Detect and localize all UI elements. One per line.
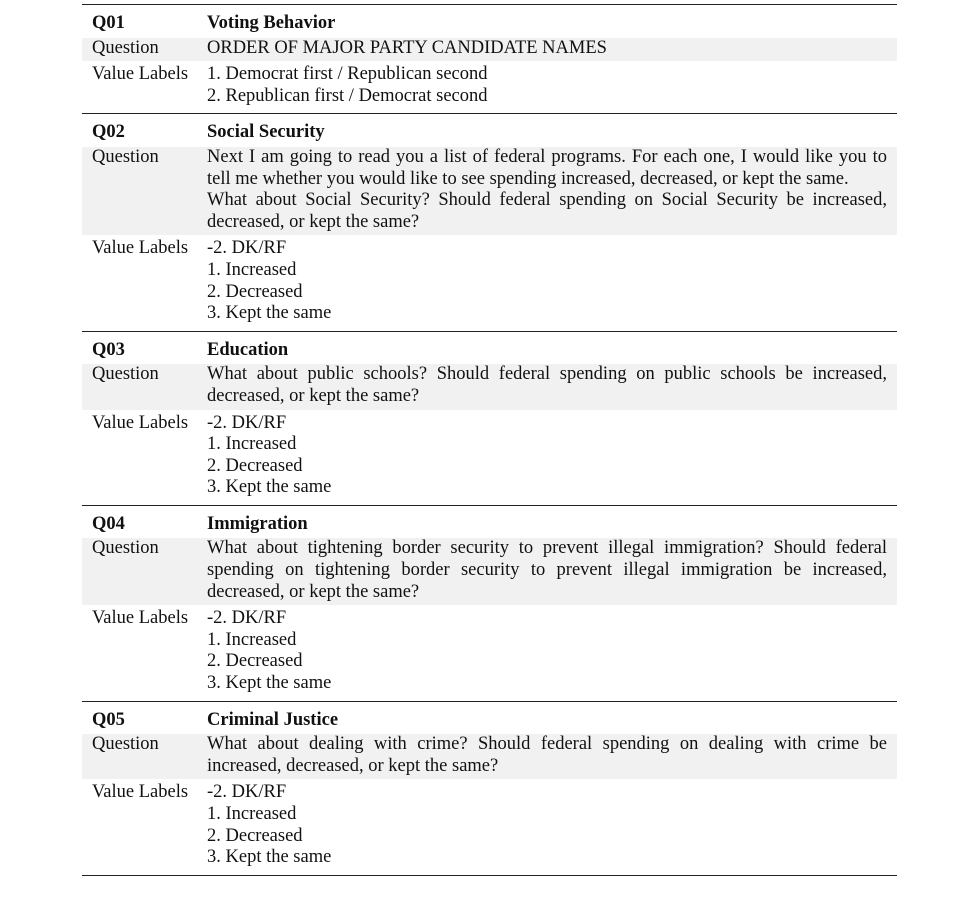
value-labels-list — [207, 782, 897, 868]
value-labels-list — [207, 64, 897, 107]
question-line: What about dealing with crime? Should federal spending on dealing with crime be increased, decreased, or kept the same? — [207, 734, 887, 776]
item-title: Voting Behavior — [207, 13, 336, 33]
question-text — [207, 734, 897, 777]
item-id: Q03 — [92, 339, 125, 360]
question-line: What about tightening border security to prevent illegal immigration? Should federal spending on tightening border security to prevent illegal immigration be increased, decreased, or kept the same? — [207, 538, 887, 602]
question-label: Question — [92, 37, 159, 58]
question-line: What about public schools? Should federal spending on public schools be increased, decreased, or kept the same? — [207, 364, 887, 406]
item-title: Education — [207, 339, 289, 360]
item-title: Criminal Justice — [207, 709, 339, 730]
value-label: 1. Increased — [207, 434, 297, 455]
value-label: 2. Decreased — [207, 281, 303, 302]
item-id: Q01 — [92, 13, 125, 33]
value-labels-label: Value Labels — [92, 238, 189, 259]
question-text — [207, 147, 897, 233]
value-labels-label: Value Labels — [92, 782, 189, 803]
value-labels-label: Value Labels — [92, 412, 189, 433]
question-label: Question — [92, 146, 159, 167]
value-label: 1. Increased — [207, 629, 297, 650]
value-labels-label: Value Labels — [92, 608, 189, 629]
item-title: Social Security — [207, 122, 325, 143]
codebook-entry-q02 — [82, 113, 897, 330]
question-label: Question — [92, 538, 159, 559]
value-label: 3. Kept the same — [207, 673, 332, 694]
value-labels-list — [207, 413, 897, 499]
value-label: 2. Decreased — [207, 825, 303, 846]
question-label: Question — [92, 364, 159, 385]
item-id: Q02 — [92, 122, 125, 143]
value-label: -2. DK/RF — [207, 782, 287, 803]
item-id: Q05 — [92, 709, 125, 730]
value-label: 2. Decreased — [207, 651, 303, 672]
value-label: 2. Republican first / Democrat second — [207, 85, 488, 106]
value-label: 1. Increased — [207, 804, 297, 824]
codebook-entry-q04 — [82, 505, 897, 701]
codebook-entry-q01 — [82, 4, 897, 113]
value-label: 3. Kept the same — [207, 847, 332, 868]
value-label: 3. Kept the same — [207, 477, 332, 498]
value-labels-label: Value Labels — [92, 64, 189, 85]
value-label: -2. DK/RF — [207, 238, 287, 259]
question-line: What about Social Security? Should federal spending on Social Security be increased, decreased, or kept the same? — [207, 190, 887, 232]
codebook-entry-q05 — [82, 701, 897, 876]
item-title: Immigration — [207, 513, 308, 534]
question-text — [207, 38, 897, 60]
question-text — [207, 364, 897, 407]
value-label: -2. DK/RF — [207, 412, 287, 433]
item-id: Q04 — [92, 513, 125, 534]
value-labels-list — [207, 238, 897, 324]
question-label: Question — [92, 734, 159, 755]
value-labels-list — [207, 608, 897, 694]
codebook-table — [82, 4, 897, 876]
question-line: Next I am going to read you a list of federal programs. For each one, I would like you to tell me whether you would like to see spending increased, decreased, or kept the same. — [207, 146, 887, 189]
value-label: -2. DK/RF — [207, 608, 287, 629]
codebook-entry-q03 — [82, 331, 897, 505]
value-label: 1. Democrat first / Republican second — [207, 64, 488, 85]
question-line: ORDER OF MAJOR PARTY CANDIDATE NAMES — [207, 37, 607, 58]
value-label: 1. Increased — [207, 259, 297, 280]
question-text — [207, 538, 897, 603]
value-label: 3. Kept the same — [207, 303, 332, 324]
value-label: 2. Decreased — [207, 455, 303, 476]
